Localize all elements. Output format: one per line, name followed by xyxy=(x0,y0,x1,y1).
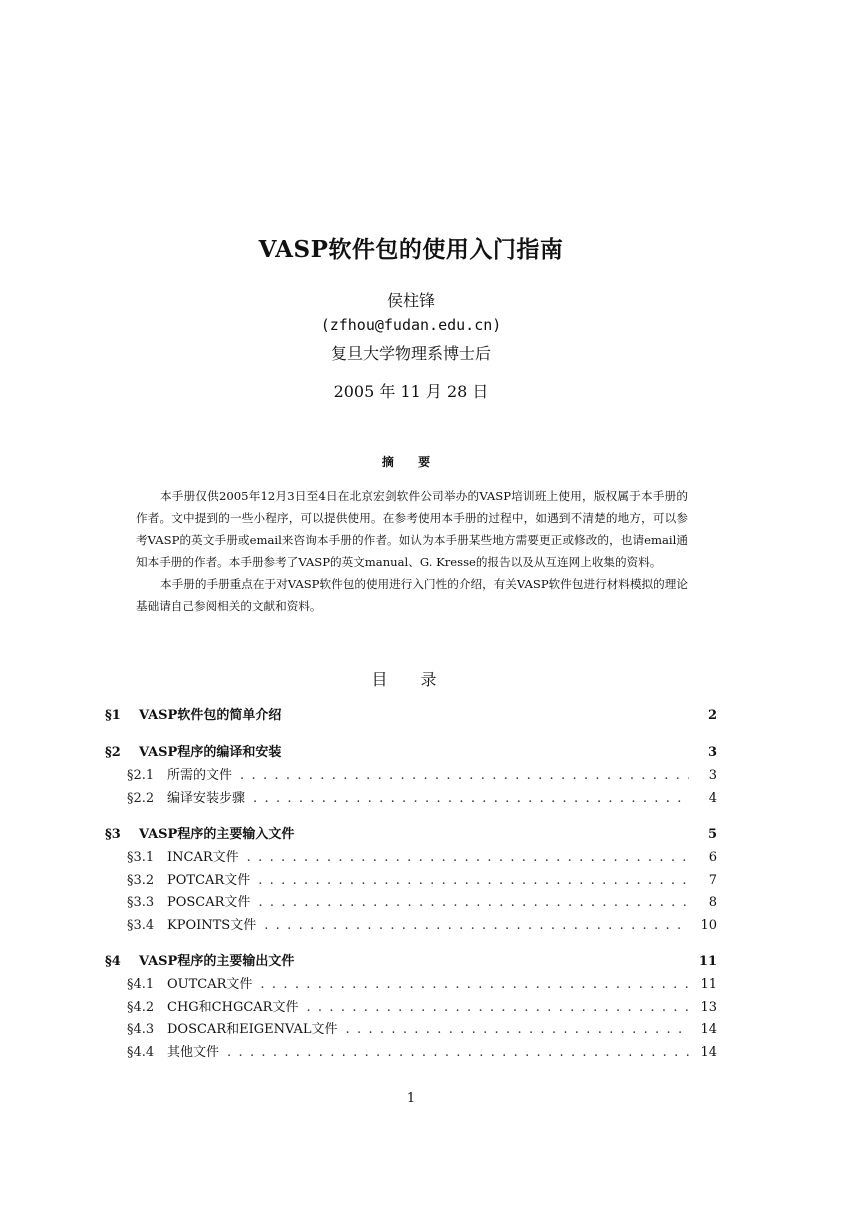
dot-leader xyxy=(306,1000,689,1015)
subsection-page: 14 xyxy=(700,1022,717,1037)
dot-leader xyxy=(258,873,689,888)
toc-subsection[interactable] xyxy=(105,996,717,1019)
section-number: §4 xyxy=(105,954,121,969)
dot-leader xyxy=(247,850,689,865)
toc-subsection[interactable] xyxy=(105,846,717,869)
toc-subsection[interactable] xyxy=(105,787,717,810)
author-affiliation: 复旦大学物理系博士后 xyxy=(330,344,491,363)
toc-subsection[interactable] xyxy=(105,764,717,787)
section-number: §2 xyxy=(105,745,121,760)
section-page: 11 xyxy=(698,954,717,969)
section-title: VASP软件包的简单介绍 xyxy=(139,708,282,723)
subsection-page: 10 xyxy=(700,917,717,933)
abstract-heading: 摘 要 xyxy=(381,455,441,469)
section-page: 2 xyxy=(707,708,717,723)
section-title: VASP程序的主要输出文件 xyxy=(139,954,295,969)
toc-subsection[interactable] xyxy=(105,891,717,914)
document-date: 2005 年 11 月 28 日 xyxy=(333,382,489,401)
toc-section[interactable] xyxy=(105,741,717,764)
subsection-page: 8 xyxy=(708,895,717,910)
dot-leader xyxy=(258,895,689,910)
subsection-page: 3 xyxy=(708,768,717,783)
subsection-title: POSCAR文件 xyxy=(167,895,251,910)
subsection-number: §2.2 xyxy=(127,790,155,806)
section-page: 5 xyxy=(707,827,717,842)
subsection-page: 7 xyxy=(708,872,717,888)
toc-section[interactable] xyxy=(105,704,717,727)
subsection-number: §3.3 xyxy=(127,895,155,910)
subsection-title: 编译安装步骤 xyxy=(167,790,246,806)
subsection-number: §3.1 xyxy=(127,850,155,865)
subsection-page: 4 xyxy=(708,790,717,806)
subsection-title: 其他文件 xyxy=(167,1044,220,1060)
author-name: 侯柱锋 xyxy=(386,291,435,310)
subsection-title: OUTCAR文件 xyxy=(167,977,253,992)
subsection-number: §3.4 xyxy=(127,917,155,933)
toc-subsection[interactable] xyxy=(105,869,717,892)
subsection-title: DOSCAR和EIGENVAL文件 xyxy=(167,1022,338,1037)
section-number: §1 xyxy=(105,708,121,723)
subsection-number: §4.2 xyxy=(127,999,155,1015)
dot-leader xyxy=(253,791,689,806)
toc-section[interactable] xyxy=(105,823,717,846)
subsection-page: 13 xyxy=(700,999,717,1015)
document-title: VASP软件包的使用入门指南 xyxy=(258,236,564,263)
subsection-number: §2.1 xyxy=(127,768,155,783)
subsection-title: CHG和CHGCAR文件 xyxy=(167,999,299,1015)
toc-section[interactable] xyxy=(105,950,717,973)
subsection-title: POTCAR文件 xyxy=(167,872,251,888)
subsection-number: §3.2 xyxy=(127,872,155,888)
toc-subsection[interactable] xyxy=(105,1018,717,1041)
subsection-title: INCAR文件 xyxy=(167,850,239,865)
subsection-page: 14 xyxy=(700,1044,717,1060)
dot-leader xyxy=(264,918,689,933)
dot-leader xyxy=(346,1022,689,1037)
section-number: §3 xyxy=(105,827,121,842)
section-page: 3 xyxy=(707,745,717,760)
subsection-title: 所需的文件 xyxy=(167,768,233,783)
dot-leader xyxy=(260,977,689,992)
toc-subsection[interactable] xyxy=(105,1041,717,1064)
section-title: VASP程序的编译和安装 xyxy=(139,745,282,760)
abstract-body xyxy=(136,485,688,617)
subsection-number: §4.4 xyxy=(127,1044,155,1060)
section-title: VASP程序的主要输入文件 xyxy=(139,827,295,842)
toc-heading: 目 录 xyxy=(371,670,451,689)
author-email: (zfhou@fudan.edu.cn) xyxy=(320,316,502,334)
abstract-paragraph: 本手册仅供2005年12月3日至4日在北京宏剑软件公司举办的VASP培训班上使用，版权属于本手册的作者。文中提到的一些小程序，可以提供使用。在参考使用本手册的过程中，如遇到不清楚的地方，可以参考VASP的英文手册或email来咨询本手册的作者。如认为本手册某些地方需要更正或修改的，也请email通知本手册的作者。本手册参考了VASP的英文manual、G. Kresse的报告以及从互连网上收集的资料。 xyxy=(136,489,688,569)
subsection-page: 6 xyxy=(708,850,717,865)
subsection-page: 11 xyxy=(700,977,717,992)
dot-leader xyxy=(227,1045,689,1060)
abstract-paragraph: 本手册的手册重点在于对VASP软件包的使用进行入门性的介绍，有关VASP软件包进行材料模拟的理论基础请自己参阅相关的文献和资料。 xyxy=(136,577,688,613)
toc-subsection[interactable] xyxy=(105,973,717,996)
subsection-number: §4.1 xyxy=(127,977,155,992)
subsection-number: §4.3 xyxy=(127,1022,155,1037)
subsection-title: KPOINTS文件 xyxy=(167,917,257,933)
table-of-contents xyxy=(105,704,717,1063)
toc-subsection[interactable] xyxy=(105,914,717,937)
page-number: 1 xyxy=(406,1091,416,1106)
dot-leader xyxy=(240,768,689,783)
